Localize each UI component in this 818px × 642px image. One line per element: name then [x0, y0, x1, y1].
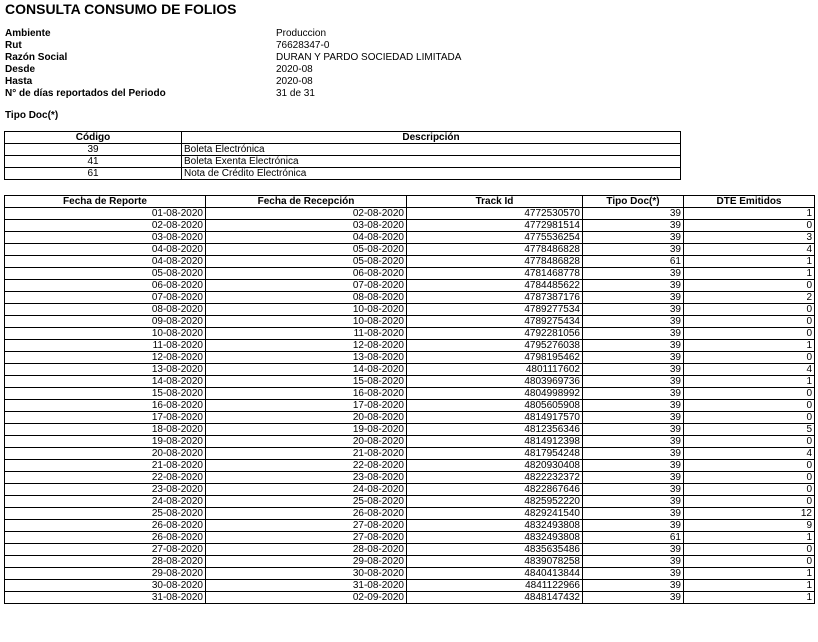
track-id-cell: 4820930408: [407, 460, 583, 472]
table-row: [5, 508, 815, 520]
table-row: [5, 436, 815, 448]
dte-emitidos-cell: 0: [684, 412, 815, 424]
dte-emitidos-cell: 1: [684, 532, 815, 544]
dte-emitidos-cell: 1: [684, 340, 815, 352]
track-id-cell: 4804998992: [407, 388, 583, 400]
tipo-doc-cell: 39: [583, 436, 684, 448]
track-id-cell: 4835635486: [407, 544, 583, 556]
tipo-doc-cell: 39: [583, 544, 684, 556]
dte-emitidos-cell: 0: [684, 316, 815, 328]
tipo-doc-cell: 39: [583, 280, 684, 292]
fecha-recepcion-cell: 15-08-2020: [206, 376, 407, 388]
fecha-recepcion-cell: 02-09-2020: [206, 592, 407, 604]
info-row: [5, 40, 461, 52]
info-row: [5, 28, 461, 40]
header-codigo: Código: [5, 132, 182, 144]
codigo-cell: 61: [5, 168, 182, 180]
tipo-doc-cell: 39: [583, 400, 684, 412]
fecha-recepcion-cell: 08-08-2020: [206, 292, 407, 304]
tipo-doc-cell: 39: [583, 352, 684, 364]
fecha-recepcion-cell: 11-08-2020: [206, 328, 407, 340]
dte-emitidos-cell: 0: [684, 388, 815, 400]
track-id-cell: 4778486828: [407, 256, 583, 268]
fecha-reporte-cell: 03-08-2020: [5, 232, 206, 244]
table-row: [5, 580, 815, 592]
fecha-reporte-cell: 21-08-2020: [5, 460, 206, 472]
table-row: [5, 424, 815, 436]
table-row: [5, 568, 815, 580]
fecha-reporte-cell: 18-08-2020: [5, 424, 206, 436]
dte-emitidos-cell: 5: [684, 424, 815, 436]
tipo-doc-cell: 39: [583, 580, 684, 592]
track-id-cell: 4805605908: [407, 400, 583, 412]
track-id-cell: 4814917570: [407, 412, 583, 424]
dte-emitidos-cell: 1: [684, 376, 815, 388]
fecha-reporte-cell: 11-08-2020: [5, 340, 206, 352]
table-row: [5, 484, 815, 496]
info-label: Desde: [5, 64, 36, 75]
descripcion-cell: Nota de Crédito Electrónica: [182, 168, 681, 180]
table-row: [5, 328, 815, 340]
fecha-recepcion-cell: 12-08-2020: [206, 340, 407, 352]
track-id-cell: 4784485622: [407, 280, 583, 292]
fecha-recepcion-cell: 10-08-2020: [206, 304, 407, 316]
table-row: [5, 352, 815, 364]
track-id-cell: 4787387176: [407, 292, 583, 304]
track-id-cell: 4832493808: [407, 520, 583, 532]
table-row: [5, 412, 815, 424]
tipo-doc-cell: 61: [583, 256, 684, 268]
fecha-reporte-cell: 17-08-2020: [5, 412, 206, 424]
dte-emitidos-cell: 0: [684, 304, 815, 316]
fecha-recepcion-cell: 22-08-2020: [206, 460, 407, 472]
track-id-cell: 4822867646: [407, 484, 583, 496]
fecha-recepcion-cell: 05-08-2020: [206, 256, 407, 268]
fecha-reporte-cell: 10-08-2020: [5, 328, 206, 340]
fecha-recepcion-cell: 26-08-2020: [206, 508, 407, 520]
dte-emitidos-cell: 0: [684, 328, 815, 340]
info-row: [5, 76, 461, 88]
fecha-reporte-cell: 09-08-2020: [5, 316, 206, 328]
table-row: [5, 256, 815, 268]
fecha-reporte-cell: 05-08-2020: [5, 268, 206, 280]
fecha-recepcion-cell: 10-08-2020: [206, 316, 407, 328]
header-tipo-doc: Tipo Doc(*): [583, 196, 684, 208]
track-id-cell: 4789277534: [407, 304, 583, 316]
info-value: Produccion: [276, 28, 327, 39]
tipo-doc-cell: 39: [583, 472, 684, 484]
track-id-cell: 4798195462: [407, 352, 583, 364]
dte-emitidos-cell: 0: [684, 484, 815, 496]
track-id-cell: 4781468778: [407, 268, 583, 280]
tipo-doc-table: [4, 131, 681, 180]
info-value: DURAN Y PARDO SOCIEDAD LIMITADA: [276, 52, 462, 63]
table-row: [5, 280, 815, 292]
track-id-cell: 4812356346: [407, 424, 583, 436]
info-label: Razón Social: [5, 52, 68, 63]
fecha-recepcion-cell: 31-08-2020: [206, 580, 407, 592]
info-row: [5, 88, 461, 100]
track-id-cell: 4829241540: [407, 508, 583, 520]
dte-emitidos-cell: 0: [684, 544, 815, 556]
fecha-reporte-cell: 07-08-2020: [5, 292, 206, 304]
table-row: [5, 532, 815, 544]
fecha-reporte-cell: 08-08-2020: [5, 304, 206, 316]
report-table: [4, 195, 815, 604]
tipo-doc-cell: 39: [583, 592, 684, 604]
track-id-cell: 4775536254: [407, 232, 583, 244]
tipo-doc-cell: 39: [583, 316, 684, 328]
fecha-reporte-cell: 29-08-2020: [5, 568, 206, 580]
tipo-doc-cell: 39: [583, 508, 684, 520]
fecha-recepcion-cell: 23-08-2020: [206, 472, 407, 484]
fecha-reporte-cell: 22-08-2020: [5, 472, 206, 484]
tipo-doc-cell: 39: [583, 496, 684, 508]
fecha-recepcion-cell: 13-08-2020: [206, 352, 407, 364]
codigo-cell: 39: [5, 144, 182, 156]
fecha-recepcion-cell: 27-08-2020: [206, 520, 407, 532]
track-id-cell: 4839078258: [407, 556, 583, 568]
dte-emitidos-cell: 0: [684, 220, 815, 232]
tipo-doc-cell: 39: [583, 220, 684, 232]
info-row: [5, 52, 461, 64]
tipo-doc-label: Tipo Doc(*): [5, 110, 59, 121]
track-id-cell: 4840413844: [407, 568, 583, 580]
info-label: Rut: [5, 40, 22, 51]
track-id-cell: 4825952220: [407, 496, 583, 508]
table-row: [5, 544, 815, 556]
table-row: [5, 232, 815, 244]
dte-emitidos-cell: 2: [684, 292, 815, 304]
table-row: [5, 156, 681, 168]
tipo-doc-cell: 39: [583, 568, 684, 580]
tipo-doc-cell: 39: [583, 232, 684, 244]
dte-emitidos-cell: 0: [684, 556, 815, 568]
fecha-reporte-cell: 30-08-2020: [5, 580, 206, 592]
table-row: [5, 340, 815, 352]
dte-emitidos-cell: 1: [684, 592, 815, 604]
table-row: [5, 304, 815, 316]
table-row: [5, 592, 815, 604]
tipo-doc-cell: 39: [583, 208, 684, 220]
fecha-reporte-cell: 26-08-2020: [5, 520, 206, 532]
table-row: [5, 400, 815, 412]
fecha-recepcion-cell: 03-08-2020: [206, 220, 407, 232]
header-fecha-recepcion: Fecha de Recepción: [206, 196, 407, 208]
table-row: [5, 460, 815, 472]
fecha-recepcion-cell: 27-08-2020: [206, 532, 407, 544]
fecha-reporte-cell: 06-08-2020: [5, 280, 206, 292]
fecha-recepcion-cell: 06-08-2020: [206, 268, 407, 280]
table-row: [5, 292, 815, 304]
fecha-reporte-cell: 19-08-2020: [5, 436, 206, 448]
descripcion-cell: Boleta Exenta Electrónica: [182, 156, 681, 168]
dte-emitidos-cell: 0: [684, 496, 815, 508]
dte-emitidos-cell: 4: [684, 244, 815, 256]
tipo-doc-cell: 39: [583, 412, 684, 424]
info-label: Hasta: [5, 76, 33, 87]
dte-emitidos-cell: 1: [684, 208, 815, 220]
table-row: [5, 472, 815, 484]
fecha-recepcion-cell: 24-08-2020: [206, 484, 407, 496]
fecha-reporte-cell: 16-08-2020: [5, 400, 206, 412]
dte-emitidos-cell: 1: [684, 256, 815, 268]
fecha-recepcion-cell: 21-08-2020: [206, 448, 407, 460]
dte-emitidos-cell: 4: [684, 448, 815, 460]
fecha-recepcion-cell: 29-08-2020: [206, 556, 407, 568]
header-track-id: Track Id: [407, 196, 583, 208]
dte-emitidos-cell: 3: [684, 232, 815, 244]
track-id-cell: 4832493808: [407, 532, 583, 544]
fecha-reporte-cell: 24-08-2020: [5, 496, 206, 508]
tipo-doc-cell: 39: [583, 424, 684, 436]
table-row: [5, 556, 815, 568]
tipo-doc-cell: 39: [583, 292, 684, 304]
fecha-reporte-cell: 04-08-2020: [5, 244, 206, 256]
tipo-doc-cell: 39: [583, 448, 684, 460]
info-value: 76628347-0: [276, 40, 330, 51]
info-row: [5, 64, 461, 76]
fecha-recepcion-cell: 17-08-2020: [206, 400, 407, 412]
table-row: [5, 244, 815, 256]
info-label: N° de días reportados del Periodo: [5, 88, 166, 99]
dte-emitidos-cell: 12: [684, 508, 815, 520]
track-id-cell: 4841122966: [407, 580, 583, 592]
tipo-doc-cell: 39: [583, 304, 684, 316]
track-id-cell: 4814912398: [407, 436, 583, 448]
fecha-reporte-cell: 13-08-2020: [5, 364, 206, 376]
codigo-cell: 41: [5, 156, 182, 168]
track-id-cell: 4817954248: [407, 448, 583, 460]
tipo-doc-cell: 39: [583, 376, 684, 388]
fecha-reporte-cell: 28-08-2020: [5, 556, 206, 568]
track-id-cell: 4848147432: [407, 592, 583, 604]
dte-emitidos-cell: 0: [684, 280, 815, 292]
table-row: [5, 364, 815, 376]
tipo-doc-cell: 39: [583, 244, 684, 256]
info-value: 2020-08: [276, 76, 313, 87]
table-row: [5, 268, 815, 280]
table-row: [5, 376, 815, 388]
track-id-cell: 4772981514: [407, 220, 583, 232]
fecha-recepcion-cell: 07-08-2020: [206, 280, 407, 292]
tipo-doc-cell: 39: [583, 484, 684, 496]
table-row: [5, 168, 681, 180]
table-row: [5, 208, 815, 220]
fecha-recepcion-cell: 30-08-2020: [206, 568, 407, 580]
dte-emitidos-cell: 1: [684, 568, 815, 580]
track-id-cell: 4822232372: [407, 472, 583, 484]
table-row: [5, 144, 681, 156]
fecha-reporte-cell: 14-08-2020: [5, 376, 206, 388]
fecha-recepcion-cell: 14-08-2020: [206, 364, 407, 376]
tipo-doc-cell: 39: [583, 364, 684, 376]
tipo-doc-cell: 39: [583, 556, 684, 568]
fecha-recepcion-cell: 19-08-2020: [206, 424, 407, 436]
fecha-recepcion-cell: 28-08-2020: [206, 544, 407, 556]
fecha-reporte-cell: 31-08-2020: [5, 592, 206, 604]
table-row: [5, 496, 815, 508]
fecha-reporte-cell: 01-08-2020: [5, 208, 206, 220]
dte-emitidos-cell: 0: [684, 472, 815, 484]
tipo-doc-cell: 61: [583, 532, 684, 544]
tipo-doc-cell: 39: [583, 460, 684, 472]
dte-emitidos-cell: 0: [684, 436, 815, 448]
table-row: [5, 388, 815, 400]
fecha-recepcion-cell: 05-08-2020: [206, 244, 407, 256]
fecha-reporte-cell: 27-08-2020: [5, 544, 206, 556]
table-row: [5, 448, 815, 460]
dte-emitidos-cell: 4: [684, 364, 815, 376]
dte-emitidos-cell: 0: [684, 400, 815, 412]
fecha-reporte-cell: 15-08-2020: [5, 388, 206, 400]
dte-emitidos-cell: 1: [684, 268, 815, 280]
table-row: [5, 220, 815, 232]
tipo-doc-cell: 39: [583, 328, 684, 340]
track-id-cell: 4778486828: [407, 244, 583, 256]
fecha-reporte-cell: 04-08-2020: [5, 256, 206, 268]
fecha-recepcion-cell: 20-08-2020: [206, 412, 407, 424]
fecha-recepcion-cell: 25-08-2020: [206, 496, 407, 508]
table-row: [5, 520, 815, 532]
fecha-reporte-cell: 02-08-2020: [5, 220, 206, 232]
fecha-reporte-cell: 25-08-2020: [5, 508, 206, 520]
track-id-cell: 4801117602: [407, 364, 583, 376]
info-value: 31 de 31: [276, 88, 315, 99]
fecha-recepcion-cell: 16-08-2020: [206, 388, 407, 400]
fecha-reporte-cell: 23-08-2020: [5, 484, 206, 496]
tipo-doc-cell: 39: [583, 268, 684, 280]
track-id-cell: 4772530570: [407, 208, 583, 220]
fecha-reporte-cell: 20-08-2020: [5, 448, 206, 460]
info-label: Ambiente: [5, 28, 51, 39]
tipo-doc-cell: 39: [583, 340, 684, 352]
fecha-recepcion-cell: 04-08-2020: [206, 232, 407, 244]
track-id-cell: 4795276038: [407, 340, 583, 352]
header-dte-emitidos: DTE Emitidos: [684, 196, 815, 208]
table-row: [5, 316, 815, 328]
dte-emitidos-cell: 0: [684, 460, 815, 472]
fecha-reporte-cell: 12-08-2020: [5, 352, 206, 364]
track-id-cell: 4803969736: [407, 376, 583, 388]
fecha-recepcion-cell: 20-08-2020: [206, 436, 407, 448]
tipo-doc-cell: 39: [583, 520, 684, 532]
info-value: 2020-08: [276, 64, 313, 75]
descripcion-cell: Boleta Electrónica: [182, 144, 681, 156]
info-table: [5, 28, 461, 100]
tipo-doc-cell: 39: [583, 388, 684, 400]
track-id-cell: 4789275434: [407, 316, 583, 328]
dte-emitidos-cell: 0: [684, 352, 815, 364]
fecha-recepcion-cell: 02-08-2020: [206, 208, 407, 220]
track-id-cell: 4792281056: [407, 328, 583, 340]
header-descripcion: Descripción: [182, 132, 681, 144]
page-title: CONSULTA CONSUMO DE FOLIOS: [5, 1, 237, 17]
fecha-reporte-cell: 26-08-2020: [5, 532, 206, 544]
dte-emitidos-cell: 9: [684, 520, 815, 532]
header-fecha-reporte: Fecha de Reporte: [5, 196, 206, 208]
dte-emitidos-cell: 1: [684, 580, 815, 592]
